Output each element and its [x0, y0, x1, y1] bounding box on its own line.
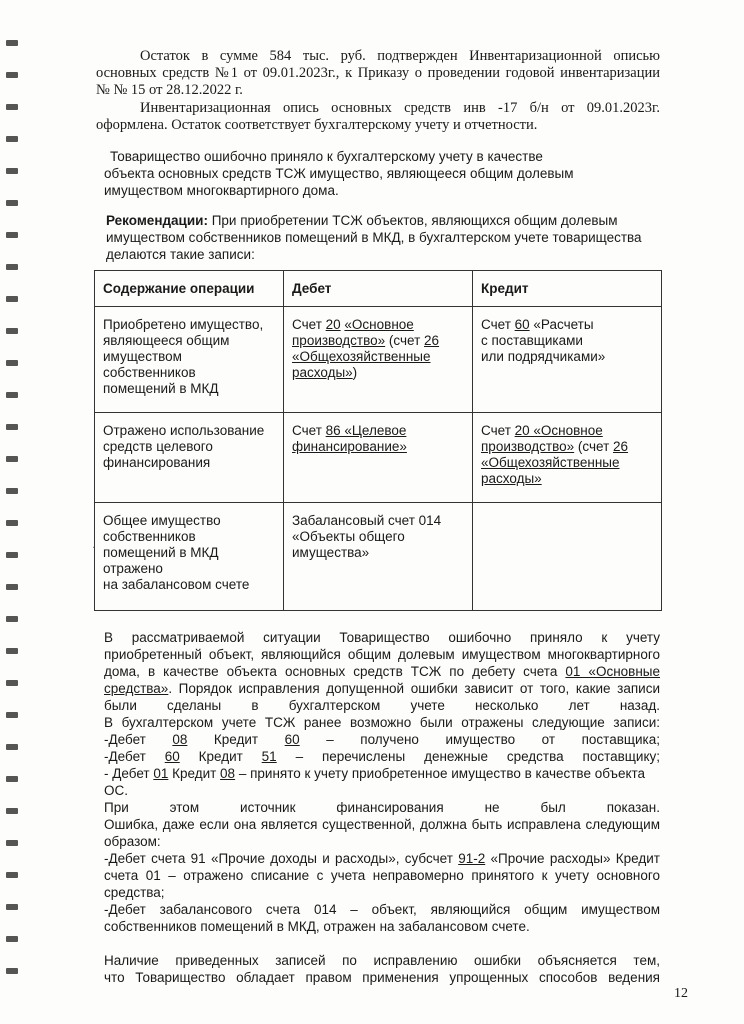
row1-debit: Счет 20 «Основное производство» (счет 26 «Общехозяйственные расходы») [284, 307, 473, 413]
body-text [104, 629, 660, 986]
row1-credit: Счет 60 «Расчеты с поставщиками или подрядчиками» [473, 307, 662, 413]
scan-mark: · [92, 543, 96, 554]
body-line: -Дебет 60 Кредит 51 – перечислены денежные средства поставщику; [104, 749, 661, 764]
link-08[interactable]: 08 [172, 732, 188, 747]
body-line: что Товарищество обладает правом применения упрощенных способов ведения [104, 970, 660, 985]
link-account-26[interactable]: 26 [424, 333, 440, 348]
link-obshchekhoz[interactable]: «Общехозяйственные [292, 349, 431, 364]
body-line: -Дебет счета 91 «Прочие доходы и расходы», субсчет 91-2 «Прочие расходы» Кредит [104, 851, 660, 866]
row3-debit: Забалансовый счет 014 «Объекты общего имущества» [284, 503, 473, 611]
table-row [95, 503, 662, 611]
body-line: средства». Порядок исправления допущенной ошибки зависит от того, какие записи [104, 681, 660, 696]
link-account-26b[interactable]: 26 [613, 439, 629, 454]
top-line-2: основных средств №1 от 09.01.2023г., к Приказу о проведении годовой инвентаризации [96, 65, 660, 81]
body-line: -Дебет забалансового счета 014 – объект, являющийся общим имуществом [104, 902, 660, 917]
header-debit: Дебет [284, 271, 473, 307]
recommend-line-1 [106, 212, 618, 229]
body-line: средства; [104, 885, 165, 900]
row2-operation: Отражено использование средств целевого финансирования [95, 413, 284, 503]
link-account-20[interactable]: 20 [325, 317, 341, 332]
link-raskhody[interactable]: расходы» [292, 365, 353, 380]
top-line-1: Остаток в сумме 584 тыс. руб. подтвержден Инвентаризационной описью [140, 48, 660, 64]
body-line: образом: [104, 834, 161, 849]
table-header-row [95, 271, 662, 307]
link-raskhody-b[interactable]: расходы» [481, 471, 542, 486]
table-row [95, 413, 662, 503]
para2-line-2: объекта основных средств ТСЖ имущество, являющееся общим долевым [104, 166, 574, 181]
link-proizvodstvo[interactable]: производство» [292, 333, 386, 348]
row1-operation: Приобретено имущество, являющееся общим имуществом собственников помещений в МКД [95, 307, 284, 413]
body-line: Ошибка, даже если она является существенной, должна быть исправлена следующим [104, 817, 660, 832]
link-account-86[interactable]: 86 «Целевое [325, 423, 407, 438]
body-line: счета 01 – отражено списание с учета неправомерно принятого к учету основного [104, 868, 660, 883]
body-line: были сделаны в бухгалтерском учете несколько лет назад. [104, 698, 660, 713]
header-credit: Кредит [473, 271, 662, 307]
body-line: Наличие приведенных записей по исправлению ошибки объясняется тем, [104, 953, 660, 968]
row3-credit [473, 503, 662, 611]
para2-line-1: Товарищество ошибочно приняло к бухгалтерскому учету в качестве [110, 149, 543, 164]
recommend-line-3: делаются такие записи: [106, 247, 255, 262]
top-line-5: оформлена. Остаток соответствует бухгалтерскому учету и отчетности. [96, 117, 538, 133]
link-obshchekhoz-b[interactable]: «Общехозяйственные [481, 455, 620, 470]
body-line: -Дебет 08 Кредит 60 – получено имущество от поставщика; [104, 732, 660, 747]
page-number: 12 [674, 986, 688, 1001]
body-line: - Дебет 01 Кредит 08 – принято к учету приобретенное имущество в качестве объекта [104, 766, 646, 781]
link-osnovnoe[interactable]: «Основное [344, 317, 414, 332]
recommend-text-1: При приобретении ТСЖ объектов, являющихся общим долевым [207, 213, 618, 228]
link-08b[interactable]: 08 [220, 766, 236, 781]
link-60b[interactable]: 60 [164, 749, 180, 764]
row2-debit: Счет 86 «Целевое финансирование» [284, 413, 473, 503]
link-91-2[interactable]: 91-2 [458, 851, 486, 866]
link-proizvodstvo-b[interactable]: производство» [481, 439, 575, 454]
link-01b[interactable]: 01 [153, 766, 169, 781]
table-row [95, 307, 662, 413]
link-account-20b[interactable]: 20 «Основное [514, 423, 603, 438]
link-account-01[interactable]: 01 «Основные [565, 664, 660, 679]
row2-credit: Счет 20 «Основное производство» (счет 26 «Общехозяйственные расходы» [473, 413, 662, 503]
link-finansirovanie[interactable]: финансирование» [292, 439, 407, 454]
body-line: ОС. [104, 783, 129, 798]
top-line-4: Инвентаризационная опись основных средств инв -17 б/н от 09.01.2023г. [140, 100, 660, 116]
top-line-3: № № 15 от 28.12.2022 г. [96, 82, 243, 98]
body-line: При этом источник финансирования не был показан. [104, 800, 660, 815]
link-sredstva[interactable]: средства» [104, 681, 169, 696]
accounting-entries-table [94, 270, 662, 611]
row3-operation: Общее имущество собственников помещений в МКД отражено на забалансовом счете [95, 503, 284, 611]
body-line: дома, в качестве объекта основных средств ТСЖ по дебету счета 01 «Основные [104, 664, 660, 679]
body-line: приобретенный объект, являющийся общим долевым имуществом многоквартирного [104, 647, 660, 662]
body-line: В рассматриваемой ситуации Товарищество ошибочно приняло к учету [104, 630, 660, 645]
recommend-line-2: имуществом собственников помещений в МКД, в бухгалтерском учете товарищества [106, 230, 642, 245]
para2-line-3: имуществом многоквартирного дома. [104, 183, 339, 198]
link-account-60[interactable]: 60 [514, 317, 530, 332]
recommend-label: Рекомендации: [106, 213, 208, 228]
binding-edge [0, 0, 26, 1024]
link-60[interactable]: 60 [284, 732, 300, 747]
body-line: В бухгалтерском учете ТСЖ ранее возможно были отражены следующие записи: [104, 715, 660, 730]
header-operation: Содержание операции [95, 271, 284, 307]
link-51[interactable]: 51 [261, 749, 277, 764]
body-line: собственников помещений в МКД, отражен на забалансовом счете. [104, 919, 530, 934]
